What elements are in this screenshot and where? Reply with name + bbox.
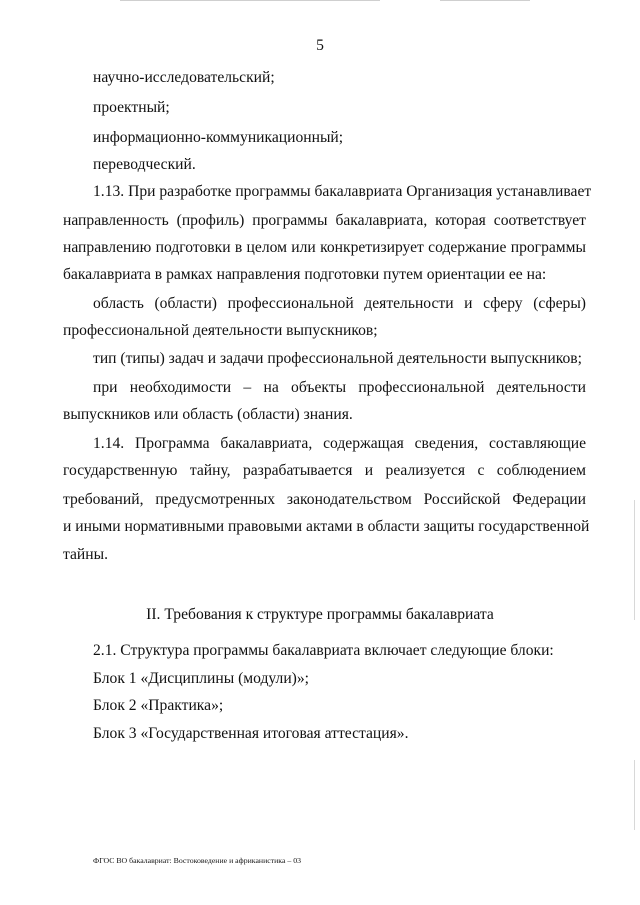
clause-1-13-item: при необходимости – на объекты профессиональной деятельности: [93, 379, 586, 396]
list-item: информационно-коммуникационный;: [93, 129, 344, 146]
clause-1-13-item: профессиональной деятельности выпускников;: [63, 322, 378, 339]
scan-edge-mark: [634, 760, 635, 830]
list-item: переводческий.: [93, 156, 196, 173]
clause-1-13-item: выпускников или область (области) знания.: [63, 406, 353, 423]
clause-1-14-line: тайны.: [63, 546, 108, 563]
list-item: научно-исследовательский;: [93, 69, 275, 86]
block-item: Блок 1 «Дисциплины (модули)»;: [93, 670, 309, 687]
clause-1-13-item: тип (типы) задач и задачи профессиональной деятельности выпускников;: [93, 350, 582, 367]
footer-note: ФГОС ВО бакалавриат: Востоковедение и африканистика – 03: [93, 856, 302, 865]
clause-1-13-line: 1.13. При разработке программы бакалавриата Организация устанавливает: [93, 183, 592, 200]
scan-edge-rule: [440, 0, 530, 1]
block-item: Блок 2 «Практика»;: [93, 697, 224, 714]
clause-1-14-line: и иными нормативными правовыми актами в области защиты государственной: [63, 518, 590, 535]
section-2-intro: 2.1. Структура программы бакалавриата включает следующие блоки:: [93, 642, 554, 659]
scan-edge-rule: [120, 0, 380, 1]
clause-1-13-line: направленность (профиль) программы бакалавриата, которая соответствует: [63, 212, 586, 229]
clause-1-13-item: область (области) профессиональной деятельности и сферу (сферы): [93, 295, 586, 312]
clause-1-13-line: бакалавриата в рамках направления подготовки путем ориентации ее на:: [63, 266, 547, 283]
block-item: Блок 3 «Государственная итоговая аттестация».: [93, 725, 409, 742]
clause-1-14-line: требований, предусмотренных законодательством Российской Федерации: [63, 491, 586, 508]
list-item: проектный;: [93, 99, 170, 116]
section-heading: II. Требования к структуре программы бакалавриата: [146, 606, 494, 623]
clause-1-13-line: направлению подготовки в целом или конкретизирует содержание программы: [63, 239, 586, 256]
page-number: 5: [316, 37, 324, 54]
clause-1-14-line: государственную тайну, разрабатывается и реализуется с соблюдением: [63, 462, 586, 479]
scan-edge-mark: [634, 500, 635, 620]
clause-1-14-line: 1.14. Программа бакалавриата, содержащая сведения, составляющие: [93, 435, 586, 452]
